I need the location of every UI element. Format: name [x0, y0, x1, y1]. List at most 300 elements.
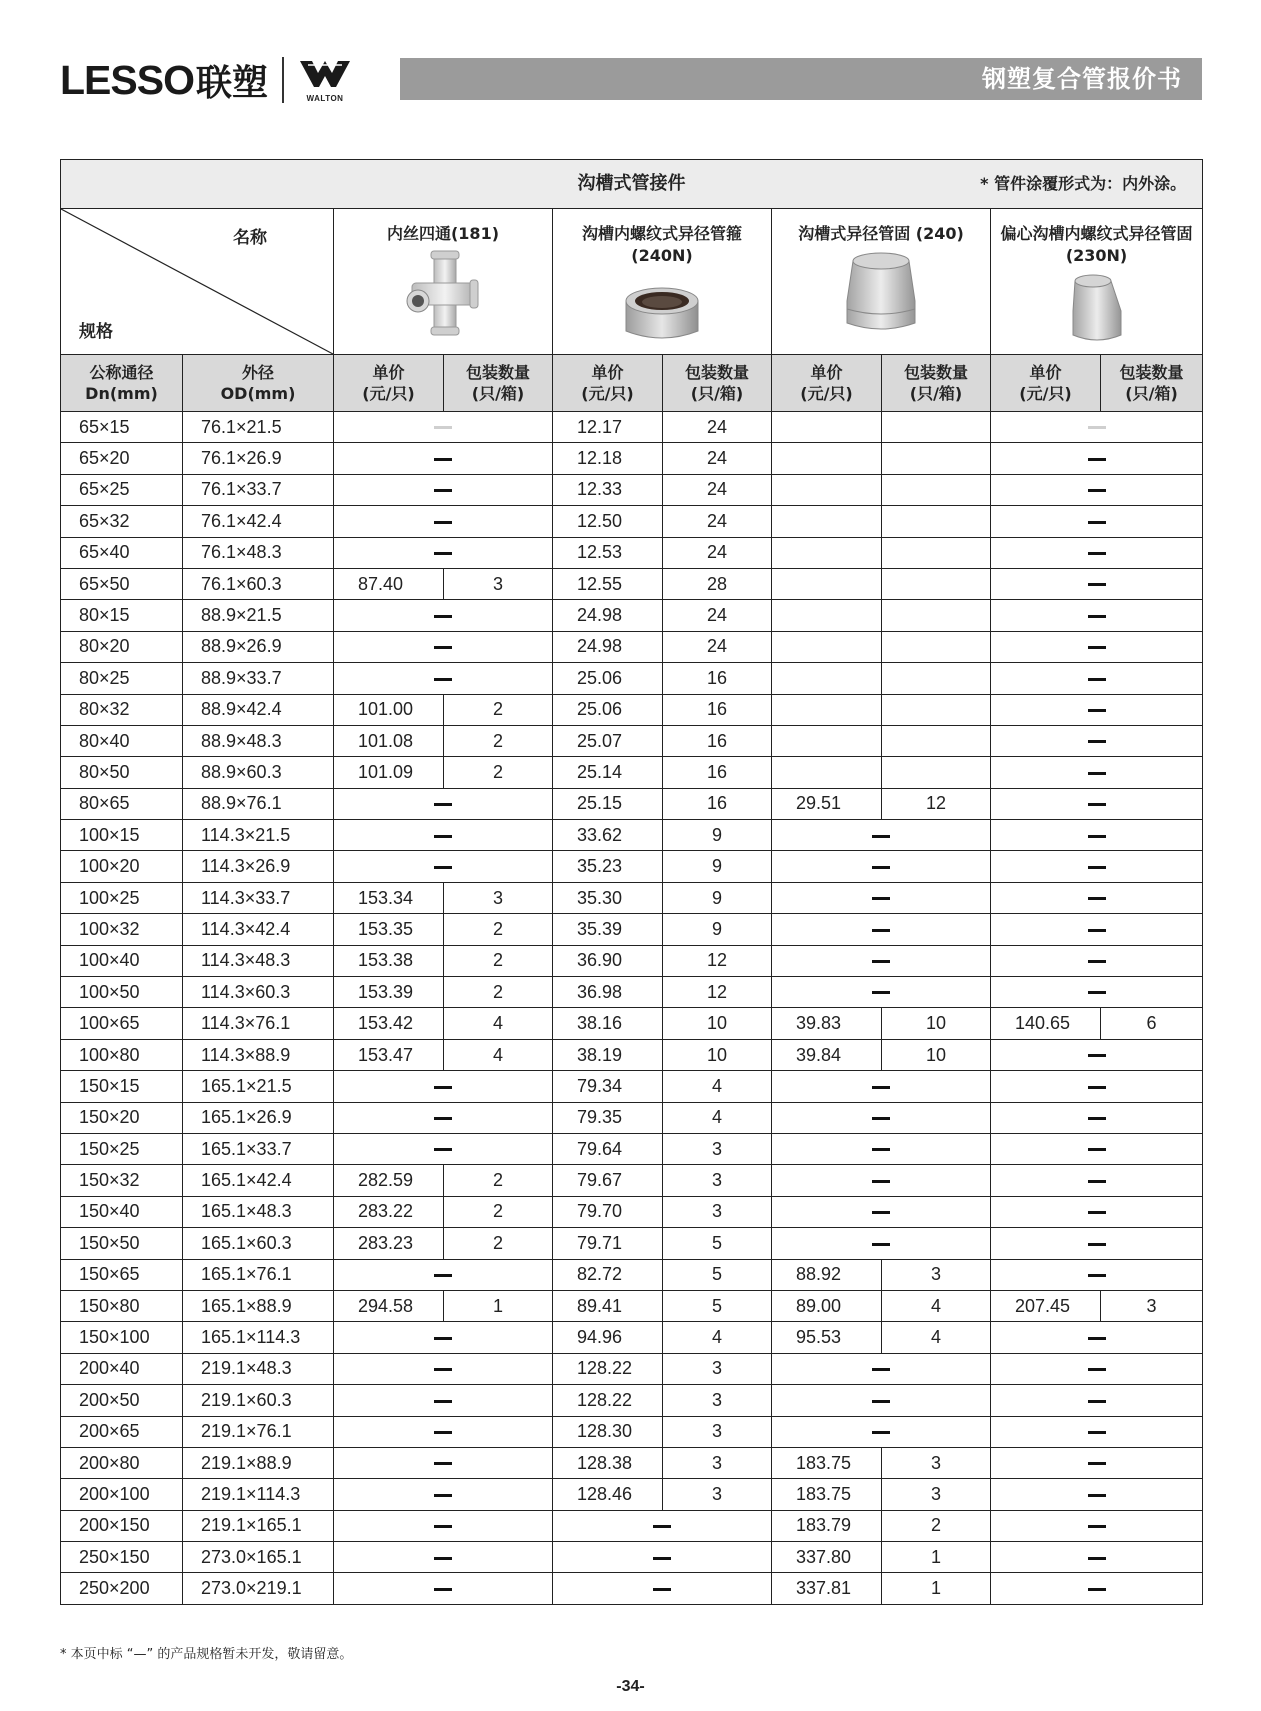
- cell-price: 87.40: [334, 568, 444, 599]
- cell-not-available: [991, 1039, 1203, 1070]
- dash-icon: [1088, 929, 1106, 932]
- cell-qty: 3: [444, 882, 553, 913]
- cell-not-available: [334, 1102, 553, 1133]
- dash-icon: [1088, 646, 1106, 649]
- cell-qty: 24: [663, 443, 772, 474]
- cell-price: 128.22: [553, 1353, 663, 1384]
- dash-icon: [434, 552, 452, 555]
- cell-price: 79.34: [553, 1071, 663, 1102]
- cell-price: 12.50: [553, 506, 663, 537]
- cell-price: 337.80: [772, 1542, 882, 1573]
- cell-not-available: [991, 694, 1203, 725]
- dash-icon: [434, 1494, 452, 1497]
- col-header-qty: 包装数量 (只/箱): [882, 355, 991, 412]
- cell-qty: 2: [444, 945, 553, 976]
- col-header-qty: 包装数量 (只/箱): [1101, 355, 1203, 412]
- dash-icon: [1088, 772, 1106, 775]
- table-row: [61, 882, 1203, 913]
- cell-not-available: [334, 1071, 553, 1102]
- cell-empty: [772, 725, 882, 756]
- section-caption-row: [61, 160, 1203, 209]
- table-row: [61, 694, 1203, 725]
- cell-not-available: [991, 1133, 1203, 1164]
- footnote: * 本页中标 “—” 的产品规格暂未开发，敬请留意。: [60, 1647, 353, 1662]
- cell-dn: 100×20: [61, 851, 183, 882]
- cell-od: 165.1×21.5: [183, 1071, 334, 1102]
- table-row: [61, 851, 1203, 882]
- cell-dn: 80×32: [61, 694, 183, 725]
- cell-qty: 10: [882, 1039, 991, 1070]
- cell-price: 283.23: [334, 1228, 444, 1259]
- cell-od: 76.1×33.7: [183, 474, 334, 505]
- cell-qty: 24: [663, 537, 772, 568]
- cell-od: 219.1×114.3: [183, 1479, 334, 1510]
- table-row: [61, 1385, 1203, 1416]
- cell-dn: 150×40: [61, 1196, 183, 1227]
- cell-not-available: [553, 1573, 772, 1604]
- cell-od: 165.1×114.3: [183, 1322, 334, 1353]
- cell-not-available: [334, 851, 553, 882]
- cell-not-available: [334, 474, 553, 505]
- table-row: [61, 474, 1203, 505]
- table-row: [61, 1542, 1203, 1573]
- brand-divider: [282, 57, 284, 103]
- dash-icon: [434, 426, 452, 429]
- cell-qty: 2: [444, 1196, 553, 1227]
- table-row: [61, 1447, 1203, 1478]
- col-header-qty: 包装数量 (只/箱): [663, 355, 772, 412]
- cell-dn: 200×100: [61, 1479, 183, 1510]
- cell-price: 101.09: [334, 757, 444, 788]
- cell-od: 88.9×33.7: [183, 663, 334, 694]
- cell-qty: 3: [663, 1165, 772, 1196]
- cell-od: 219.1×60.3: [183, 1385, 334, 1416]
- cell-price: 128.22: [553, 1385, 663, 1416]
- cell-price: 82.72: [553, 1259, 663, 1290]
- cell-empty: [882, 757, 991, 788]
- cell-dn: 65×40: [61, 537, 183, 568]
- cell-empty: [772, 412, 882, 443]
- cell-not-available: [772, 1353, 991, 1384]
- cell-not-available: [991, 1071, 1203, 1102]
- table-row: [61, 1165, 1203, 1196]
- cell-not-available: [334, 412, 553, 443]
- cell-qty: 3: [663, 1133, 772, 1164]
- cell-od: 76.1×60.3: [183, 568, 334, 599]
- dash-icon: [1088, 991, 1106, 994]
- product-header-3: [772, 209, 991, 355]
- cell-price: 94.96: [553, 1322, 663, 1353]
- cell-qty: 3: [882, 1447, 991, 1478]
- dash-icon: [434, 835, 452, 838]
- cell-dn: 250×200: [61, 1573, 183, 1604]
- col-header-price: 单价 (元/只): [553, 355, 663, 412]
- cell-price: 89.00: [772, 1290, 882, 1321]
- cell-od: 165.1×76.1: [183, 1259, 334, 1290]
- cell-qty: 3: [663, 1479, 772, 1510]
- cell-price: 88.92: [772, 1259, 882, 1290]
- table-row: [61, 568, 1203, 599]
- cell-qty: 24: [663, 506, 772, 537]
- cell-price: 79.64: [553, 1133, 663, 1164]
- brand-cn-text: 联塑: [195, 62, 268, 104]
- cell-od: 165.1×88.9: [183, 1290, 334, 1321]
- dash-icon: [434, 1431, 452, 1434]
- table-row: [61, 631, 1203, 662]
- cell-not-available: [991, 725, 1203, 756]
- cell-price: 183.75: [772, 1447, 882, 1478]
- four-way-cross-fitting-icon: [398, 249, 488, 339]
- cell-od: 219.1×88.9: [183, 1447, 334, 1478]
- cell-od: 88.9×26.9: [183, 631, 334, 662]
- cell-od: 114.3×48.3: [183, 945, 334, 976]
- cell-not-available: [991, 977, 1203, 1008]
- cell-not-available: [772, 1385, 991, 1416]
- dash-icon: [1088, 740, 1106, 743]
- cell-qty: 28: [663, 568, 772, 599]
- cell-price: 35.23: [553, 851, 663, 882]
- page-number: -34-: [616, 1678, 645, 1695]
- cell-dn: 150×80: [61, 1290, 183, 1321]
- cell-qty: 12: [882, 788, 991, 819]
- dash-icon: [872, 1180, 890, 1183]
- cell-qty: 2: [882, 1510, 991, 1541]
- table-row: [61, 977, 1203, 1008]
- product-header-row: [61, 209, 1203, 355]
- cell-not-available: [772, 1165, 991, 1196]
- cell-od: 114.3×33.7: [183, 882, 334, 913]
- cell-qty: 2: [444, 914, 553, 945]
- cell-empty: [882, 474, 991, 505]
- cell-price: 207.45: [991, 1290, 1101, 1321]
- cell-not-available: [334, 537, 553, 568]
- cell-not-available: [991, 1385, 1203, 1416]
- dash-icon: [434, 1148, 452, 1151]
- dash-icon: [872, 835, 890, 838]
- cell-od: 114.3×42.4: [183, 914, 334, 945]
- cell-price: 153.35: [334, 914, 444, 945]
- cell-od: 114.3×76.1: [183, 1008, 334, 1039]
- cell-qty: 24: [663, 631, 772, 662]
- cell-qty: 4: [663, 1322, 772, 1353]
- cell-not-available: [334, 1447, 553, 1478]
- cell-not-available: [334, 1510, 553, 1541]
- table-row: [61, 1290, 1203, 1321]
- cell-empty: [772, 757, 882, 788]
- dash-icon: [653, 1557, 671, 1560]
- cell-not-available: [334, 1573, 553, 1604]
- dash-icon: [1088, 1054, 1106, 1057]
- document-title: 钢塑复合管报价书: [982, 65, 1182, 93]
- cell-price: 79.67: [553, 1165, 663, 1196]
- cell-qty: 10: [663, 1008, 772, 1039]
- dash-icon: [434, 1086, 452, 1089]
- cell-not-available: [991, 788, 1203, 819]
- cell-price: 25.14: [553, 757, 663, 788]
- cell-not-available: [991, 1196, 1203, 1227]
- cell-dn: 200×80: [61, 1447, 183, 1478]
- dash-icon: [1088, 489, 1106, 492]
- dash-icon: [1088, 1431, 1106, 1434]
- col-header-dn: 公称通径 Dn(mm): [61, 355, 183, 412]
- table-row: [61, 725, 1203, 756]
- cell-qty: 12: [663, 977, 772, 1008]
- cell-not-available: [334, 1385, 553, 1416]
- cell-dn: 80×15: [61, 600, 183, 631]
- cell-qty: 24: [663, 412, 772, 443]
- cell-od: 219.1×48.3: [183, 1353, 334, 1384]
- cell-price: 25.07: [553, 725, 663, 756]
- dash-icon: [1088, 458, 1106, 461]
- cell-od: 165.1×60.3: [183, 1228, 334, 1259]
- table-row: [61, 1071, 1203, 1102]
- table-row: [61, 412, 1203, 443]
- cell-qty: 16: [663, 694, 772, 725]
- col-header-price: 单价 (元/只): [991, 355, 1101, 412]
- diagonal-header-cell: [61, 209, 334, 355]
- dash-icon: [1088, 1557, 1106, 1560]
- brand-logo: [60, 54, 356, 106]
- cell-price: 128.38: [553, 1447, 663, 1478]
- section-title: 沟槽式管接件: [577, 173, 686, 194]
- cell-dn: 100×65: [61, 1008, 183, 1039]
- cell-qty: 2: [444, 977, 553, 1008]
- dash-icon: [434, 615, 452, 618]
- table-row: [61, 1133, 1203, 1164]
- cell-qty: 4: [663, 1102, 772, 1133]
- walton-logo: [294, 57, 356, 103]
- dash-icon: [872, 1400, 890, 1403]
- table-row: [61, 1228, 1203, 1259]
- cell-od: 88.9×76.1: [183, 788, 334, 819]
- section-caption: [61, 160, 1203, 209]
- dash-icon: [653, 1525, 671, 1528]
- cell-not-available: [991, 820, 1203, 851]
- title-bar: [400, 58, 1202, 100]
- cell-dn: 65×15: [61, 412, 183, 443]
- dash-icon: [1088, 1494, 1106, 1497]
- dash-icon: [434, 1117, 452, 1120]
- dash-icon: [872, 1368, 890, 1371]
- cell-qty: 2: [444, 757, 553, 788]
- cell-qty: 12: [663, 945, 772, 976]
- product-name-2: 沟槽内螺纹式异径管箍(240N): [581, 224, 742, 265]
- cell-not-available: [991, 1510, 1203, 1541]
- cell-qty: 4: [882, 1290, 991, 1321]
- cell-not-available: [553, 1510, 772, 1541]
- column-header-row: [61, 355, 1203, 412]
- cell-price: 153.38: [334, 945, 444, 976]
- cell-dn: 80×40: [61, 725, 183, 756]
- cell-dn: 65×50: [61, 568, 183, 599]
- cell-od: 114.3×60.3: [183, 977, 334, 1008]
- cell-not-available: [991, 443, 1203, 474]
- price-table: [60, 159, 1203, 1605]
- cell-not-available: [772, 1102, 991, 1133]
- cell-qty: 5: [663, 1290, 772, 1321]
- cell-qty: 4: [882, 1322, 991, 1353]
- table-row: [61, 1416, 1203, 1447]
- col-header-qty: 包装数量 (只/箱): [444, 355, 553, 412]
- table-row: [61, 1196, 1203, 1227]
- cell-od: 76.1×26.9: [183, 443, 334, 474]
- cell-qty: 3: [663, 1196, 772, 1227]
- cell-empty: [882, 663, 991, 694]
- cell-not-available: [334, 1133, 553, 1164]
- cell-not-available: [772, 945, 991, 976]
- cell-not-available: [553, 1542, 772, 1573]
- cell-price: 35.39: [553, 914, 663, 945]
- cell-not-available: [991, 851, 1203, 882]
- cell-not-available: [334, 1353, 553, 1384]
- cell-od: 88.9×21.5: [183, 600, 334, 631]
- product-name-3: 沟槽式异径管固 (240): [798, 224, 964, 243]
- table-row: [61, 820, 1203, 851]
- table-row: [61, 788, 1203, 819]
- dash-icon: [434, 1274, 452, 1277]
- dash-icon: [1088, 1243, 1106, 1246]
- cell-qty: 9: [663, 882, 772, 913]
- cell-qty: 10: [663, 1039, 772, 1070]
- cell-not-available: [991, 412, 1203, 443]
- table-row: [61, 443, 1203, 474]
- cell-qty: 3: [882, 1259, 991, 1290]
- cell-not-available: [991, 1416, 1203, 1447]
- table-row: [61, 914, 1203, 945]
- cell-not-available: [991, 537, 1203, 568]
- cell-price: 12.53: [553, 537, 663, 568]
- cell-dn: 150×100: [61, 1322, 183, 1353]
- dash-icon: [872, 1431, 890, 1434]
- cell-qty: 3: [1101, 1290, 1203, 1321]
- cell-not-available: [772, 1228, 991, 1259]
- coating-note: * 管件涂覆形式为：内外涂。: [980, 174, 1187, 193]
- cell-price: 12.55: [553, 568, 663, 599]
- cell-empty: [772, 443, 882, 474]
- cell-od: 76.1×42.4: [183, 506, 334, 537]
- cell-empty: [882, 631, 991, 662]
- cell-qty: 3: [663, 1385, 772, 1416]
- cell-dn: 100×40: [61, 945, 183, 976]
- cell-not-available: [772, 1416, 991, 1447]
- dash-icon: [872, 960, 890, 963]
- cell-dn: 150×50: [61, 1228, 183, 1259]
- cell-price: 153.47: [334, 1039, 444, 1070]
- cell-not-available: [772, 1071, 991, 1102]
- cell-price: 38.19: [553, 1039, 663, 1070]
- cell-not-available: [772, 851, 991, 882]
- dash-icon: [1088, 803, 1106, 806]
- dash-icon: [434, 521, 452, 524]
- dash-icon: [872, 991, 890, 994]
- cell-price: 282.59: [334, 1165, 444, 1196]
- dash-icon: [872, 1148, 890, 1151]
- dash-icon: [434, 1588, 452, 1591]
- dash-icon: [1088, 1400, 1106, 1403]
- cell-empty: [772, 537, 882, 568]
- cell-empty: [772, 694, 882, 725]
- dash-icon: [1088, 1117, 1106, 1120]
- cell-price: 24.98: [553, 631, 663, 662]
- cell-qty: 1: [444, 1290, 553, 1321]
- cell-price: 89.41: [553, 1290, 663, 1321]
- cell-price: 128.46: [553, 1479, 663, 1510]
- cell-empty: [772, 600, 882, 631]
- dash-icon: [1088, 521, 1106, 524]
- dash-icon: [872, 1243, 890, 1246]
- table-row: [61, 1008, 1203, 1039]
- cell-empty: [882, 568, 991, 599]
- cell-od: 165.1×42.4: [183, 1165, 334, 1196]
- cell-od: 114.3×26.9: [183, 851, 334, 882]
- dash-icon: [434, 489, 452, 492]
- cell-od: 273.0×219.1: [183, 1573, 334, 1604]
- cell-qty: 4: [444, 1008, 553, 1039]
- name-label: 名称: [233, 228, 267, 248]
- table-row: [61, 1573, 1203, 1604]
- cell-not-available: [991, 1259, 1203, 1290]
- cell-price: 79.70: [553, 1196, 663, 1227]
- dash-icon: [434, 866, 452, 869]
- cell-dn: 100×50: [61, 977, 183, 1008]
- page-header: [60, 50, 1202, 110]
- cell-not-available: [334, 1322, 553, 1353]
- dash-icon: [1088, 835, 1106, 838]
- cell-price: 294.58: [334, 1290, 444, 1321]
- cell-empty: [772, 663, 882, 694]
- table-row: [61, 757, 1203, 788]
- cell-price: 25.15: [553, 788, 663, 819]
- cell-not-available: [991, 1447, 1203, 1478]
- cell-price: 35.30: [553, 882, 663, 913]
- cell-not-available: [991, 663, 1203, 694]
- cell-od: 114.3×21.5: [183, 820, 334, 851]
- cell-qty: 3: [663, 1353, 772, 1384]
- cell-od: 76.1×21.5: [183, 412, 334, 443]
- cell-qty: 16: [663, 757, 772, 788]
- cell-price: 101.00: [334, 694, 444, 725]
- cell-empty: [882, 725, 991, 756]
- dash-icon: [1088, 552, 1106, 555]
- cell-not-available: [991, 1479, 1203, 1510]
- cell-price: 153.42: [334, 1008, 444, 1039]
- dash-icon: [434, 1557, 452, 1560]
- cell-price: 153.39: [334, 977, 444, 1008]
- cell-dn: 150×15: [61, 1071, 183, 1102]
- cell-od: 273.0×165.1: [183, 1542, 334, 1573]
- dash-icon: [1088, 1274, 1106, 1277]
- cell-not-available: [991, 882, 1203, 913]
- cell-qty: 2: [444, 725, 553, 756]
- cell-not-available: [991, 914, 1203, 945]
- cell-not-available: [772, 1133, 991, 1164]
- table-row: [61, 945, 1203, 976]
- cell-empty: [882, 537, 991, 568]
- cell-dn: 80×25: [61, 663, 183, 694]
- cell-not-available: [991, 1102, 1203, 1133]
- cell-od: 165.1×26.9: [183, 1102, 334, 1133]
- cell-qty: 24: [663, 600, 772, 631]
- cell-not-available: [334, 600, 553, 631]
- cell-qty: 9: [663, 851, 772, 882]
- product-header-1: [334, 209, 553, 355]
- dash-icon: [1088, 1368, 1106, 1371]
- cell-not-available: [991, 1573, 1203, 1604]
- cell-price: 33.62: [553, 820, 663, 851]
- price-table-body: [61, 412, 1203, 1605]
- cell-od: 76.1×48.3: [183, 537, 334, 568]
- cell-qty: 3: [882, 1479, 991, 1510]
